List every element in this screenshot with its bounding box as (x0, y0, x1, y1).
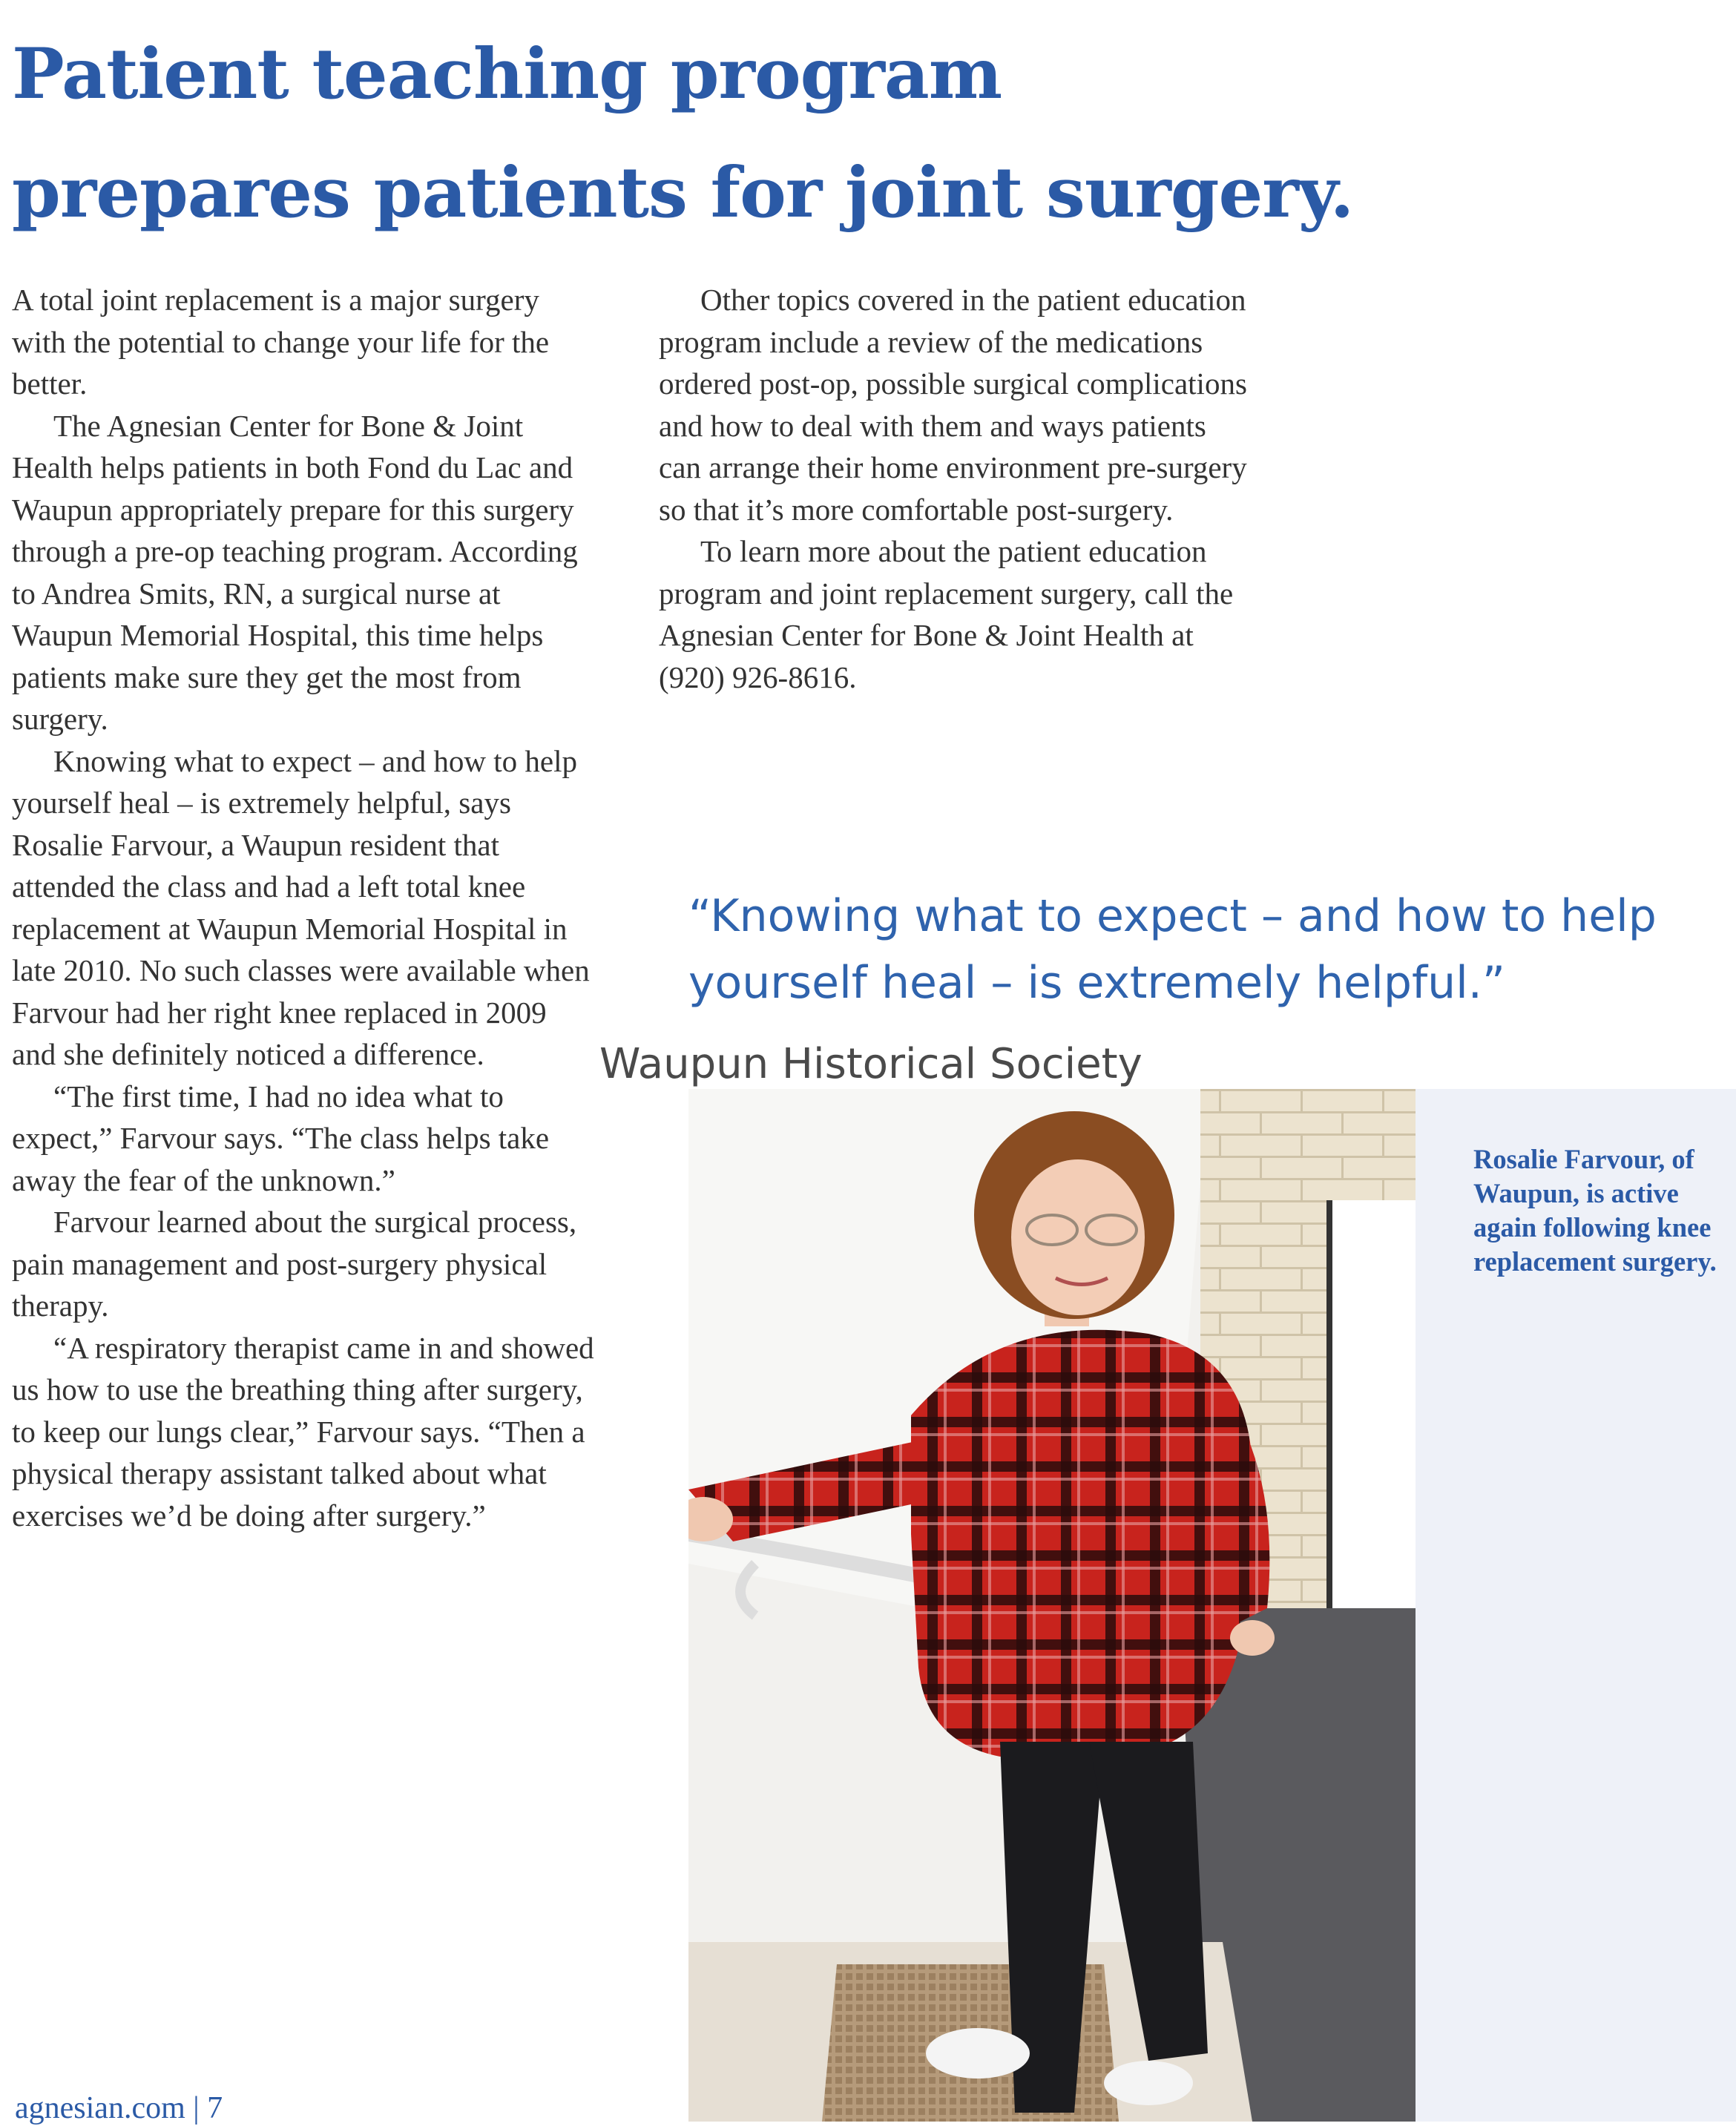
left-paragraph-6: “A respiratory therapist came in and showed us how to use the breathing thing after surgery, to keep our lungs clear,” Farvour says. “Then a physical therapy assistant talked about what exercises we’d be doing after surgery.” (12, 1330, 594, 1533)
left-paragraph-5: Farvour learned about the surgical process, pain management and post-surgery physical therapy. (12, 1205, 577, 1323)
left-column (12, 279, 598, 1536)
right-paragraph-2: To learn more about the patient education program and joint replacement surgery, call the Agnesian Center for Bone & Joint Health at (920) 926-8616. (659, 534, 1234, 694)
article-title-line-1: Patient teaching program (12, 33, 1002, 115)
article-title-line-2: prepares patients for joint surgery. (12, 152, 1354, 234)
left-paragraph-1: A total joint replacement is a major surgery with the potential to change your life for the better. (12, 283, 550, 401)
article-title (12, 15, 1353, 252)
patient-photo-illustration (688, 1089, 1416, 2122)
left-paragraph-2: The Agnesian Center for Bone & Joint Health helps patients in both Fond du Lac and Waupun appropriately prepare for this surgery through a pre-op teaching program. According to Andrea Smits, RN, a surgical nurse at Waupun Memorial Hospital, this time helps patients make sure they get the most from surgery. (12, 408, 578, 736)
right-paragraph-1: Other topics covered in the patient education program include a review of the medications ordered post-op, possible surgical complications and how to deal with them and ways patients can arrange their home environment pre-surgery so that it’s more comfortable post-surgery. (659, 283, 1247, 527)
watermark: Waupun Historical Society (599, 1040, 1142, 1088)
page-footer: agnesian.com | 7 (15, 2091, 223, 2125)
patient-photo (688, 1089, 1416, 2122)
left-paragraph-4: “The first time, I had no idea what to expect,” Farvour says. “The class helps take away the fear of the unknown.” (12, 1079, 550, 1197)
pull-quote: “Knowing what to expect – and how to help yourself heal – is extremely helpful.” (688, 890, 1657, 1009)
left-paragraph-3: Knowing what to expect – and how to help yourself heal – is extremely helpful, says Rosalie Farvour, a Waupun resident that attended the class and had a left total knee replacement at Waupun Memorial Hospital in late 2010. No such classes were available when Farvour had her right knee replaced in 2009 and she definitely noticed a difference. (12, 743, 590, 1071)
photo-caption: Rosalie Farvour, of Waupun, is active again following knee replacement surgery. (1473, 1144, 1717, 1277)
right-column (659, 279, 1252, 698)
